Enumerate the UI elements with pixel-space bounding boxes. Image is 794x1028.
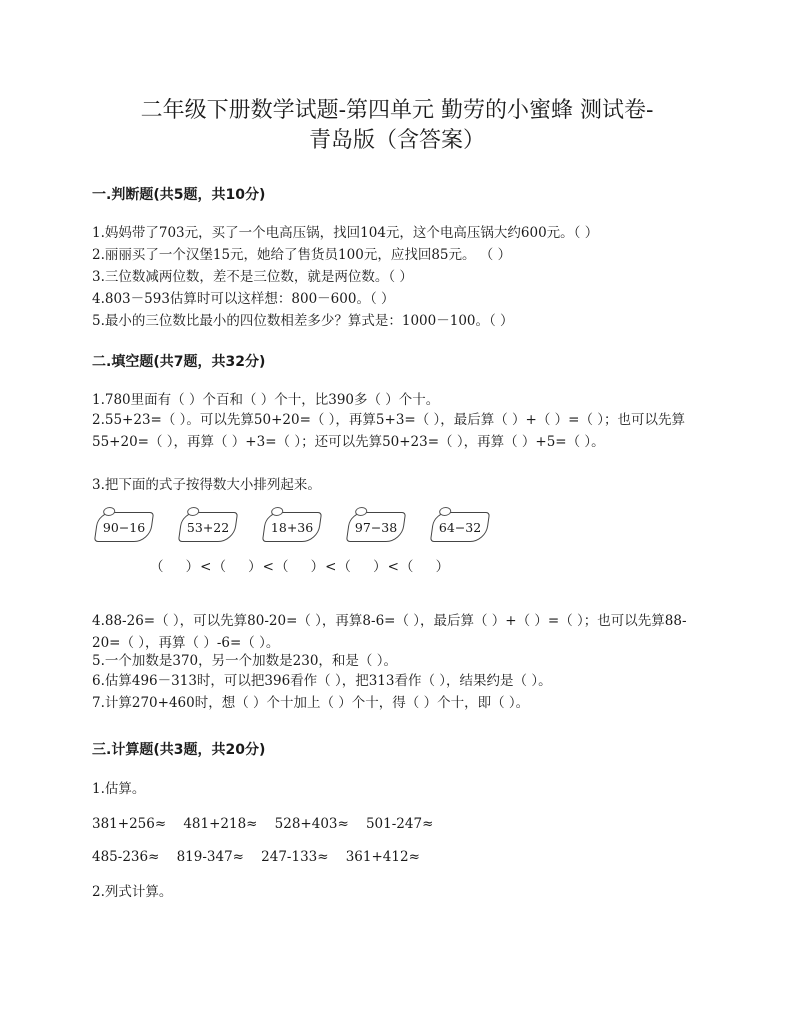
judgment-question-4: 4.803－593估算时可以这样想：800－600。（ ） [92,291,395,307]
fill-question-5: 5.一个加数是370，另一个加数是230，和是（ ）。 [92,653,397,669]
expression-card: 97−38 [346,512,406,542]
section-heading-fill-blank: 二.填空题(共7题，共32分) [92,354,266,370]
estimate-row-2: 485-236≈ 819-347≈ 247-133≈ 361+412≈ [92,849,420,865]
bee-icon [103,507,116,516]
expression-card: 53+22 [178,512,238,542]
bee-icon [439,507,452,516]
judgment-question-2: 2.丽丽买了一个汉堡15元，她给了售货员100元，应找回85元。 （ ） [92,247,512,263]
expression-card: 64−32 [430,512,490,542]
bee-icon [355,507,368,516]
fill-question-4: 4.88-26=（ ），可以先算80-20=（ ），再算8-6=（ ），最后算（ ）+（ ）=（ ）；也可以先算88-20=（ ），再算（ ）-6=（ ）。 [92,613,687,651]
judgment-question-5: 5.最小的三位数比最小的四位数相差多少？算式是：1000－100。（ ） [92,313,514,329]
bee-icon [271,507,284,516]
document-title [100,96,694,156]
expression-cards [96,512,516,552]
fill-question-3: 3.把下面的式子按得数大小排列起来。 [92,477,321,493]
section-heading-calculation: 三.计算题(共3题，共20分) [92,742,266,758]
title-line-2: 青岛版（含答案） [308,128,485,153]
ordering-blanks: （ ）<（ ）<（ ）<（ ）<（ ） [150,559,451,575]
expression-card: 18+36 [262,512,322,542]
bee-icon [187,507,200,516]
title-line-1: 二年级下册数学试题-第四单元 勤劳的小蜜蜂 测试卷- [140,98,654,123]
calc-question-2: 2.列式计算。 [92,884,173,900]
estimate-row-1: 381+256≈ 481+218≈ 528+403≈ 501-247≈ [92,816,434,832]
fill-question-7: 7.计算270+460时，想（ ）个十加上（ ）个十，得（ ）个十，即（ ）。 [92,695,530,711]
section-heading-judgment: 一.判断题(共5题，共10分) [92,187,266,203]
fill-question-6: 6.估算496－313时，可以把396看作（ ），把313看作（ ），结果约是（ ）。 [92,673,552,689]
judgment-question-1: 1.妈妈带了703元，买了一个电高压锅，找回104元，这个电高压锅大约600元。（ ） [92,225,599,241]
fill-question-1: 1.780里面有（ ）个百和（ ）个十，比390多（ ）个十。 [92,392,440,408]
expression-card: 90−16 [94,512,154,542]
judgment-question-3: 3.三位数减两位数，差不是三位数，就是两位数。（ ） [92,269,413,285]
calc-question-1: 1.估算。 [92,781,146,797]
fill-question-2: 2.55+23=（ ）。可以先算50+20=（ ），再算5+3=（ ），最后算（ ）+（ ）=（ ）；也可以先算55+20=（ ），再算（ ）+3=（ ）；还可以先算50+23=（ ），再算（ ）+5=（ ）。 [92,412,686,450]
